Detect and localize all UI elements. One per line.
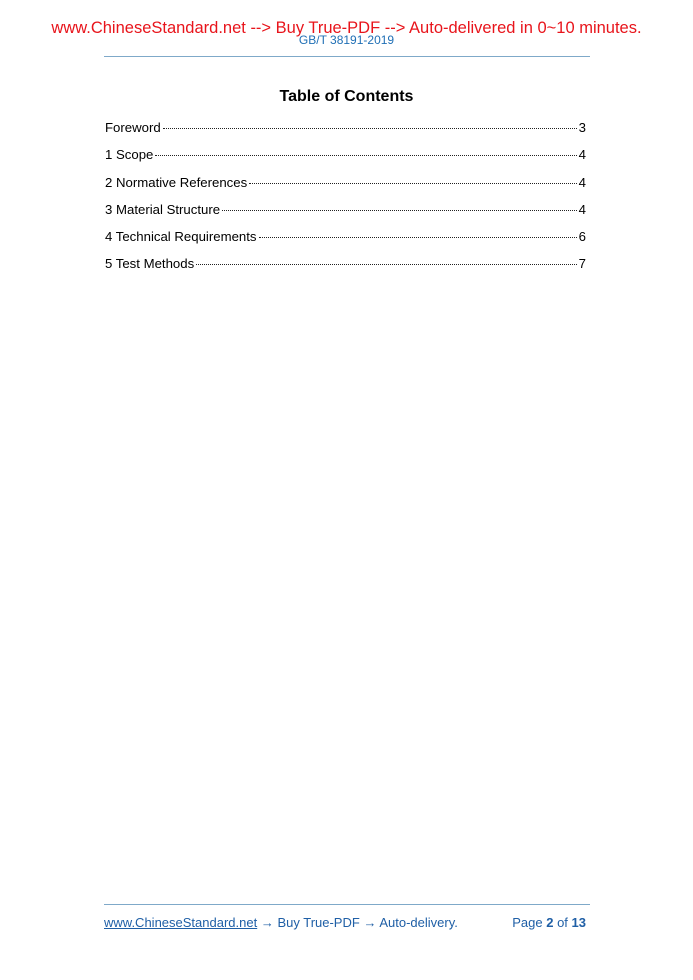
toc-entry-page: 6	[578, 229, 586, 245]
toc-entry-page: 4	[578, 174, 586, 190]
footer-divider	[104, 904, 590, 905]
toc-dot-leader	[249, 183, 576, 184]
toc-entry-page: 3	[578, 120, 586, 135]
toc-entry-label: 1 Scope	[105, 147, 154, 163]
toc-entry-technical-requirements[interactable]	[105, 229, 586, 256]
promo-banner[interactable]: www.ChineseStandard.net --> Buy True-PDF --> Auto-delivered in 0~10 minutes.	[51, 19, 642, 37]
page-number	[512, 915, 586, 931]
footer-buy-text: Buy True-PDF	[277, 915, 360, 930]
toc-dot-leader	[222, 210, 577, 211]
of-word: of	[557, 915, 568, 930]
toc-entry-page: 4	[578, 147, 586, 163]
toc-dot-leader	[155, 155, 576, 156]
toc-dot-leader	[163, 128, 577, 129]
toc-entry-label: Foreword	[105, 120, 161, 135]
toc-entry-label: 4 Technical Requirements	[105, 229, 257, 245]
toc-dot-leader	[196, 264, 576, 265]
page-total: 13	[571, 915, 586, 930]
toc-entry-foreword[interactable]	[105, 120, 586, 147]
toc-entry-page: 4	[578, 201, 586, 217]
footer-promo	[104, 915, 458, 931]
toc-title: Table of Contents	[279, 88, 414, 105]
page-footer	[104, 915, 586, 931]
page-current: 2	[546, 915, 554, 930]
toc-entry-normative-references[interactable]	[105, 175, 586, 202]
toc-entry-material-structure[interactable]	[105, 202, 586, 229]
toc-entry-label: 5 Test Methods	[105, 256, 195, 272]
document-id: GB/T 38191-2019	[298, 33, 395, 47]
toc-entry-page: 7	[578, 256, 586, 272]
toc-entry-label: 3 Material Structure	[105, 201, 221, 217]
footer-delivery-text: Auto-delivery.	[379, 915, 458, 930]
footer-site-link[interactable]: www.ChineseStandard.net	[104, 915, 258, 930]
toc-entry-scope[interactable]	[105, 147, 586, 174]
arrow-icon: →	[260, 915, 274, 930]
page-word: Page	[512, 915, 543, 930]
toc-entry-label: 2 Normative References	[105, 174, 248, 190]
toc-entry-test-methods[interactable]	[105, 256, 586, 283]
table-of-contents	[105, 120, 586, 284]
header-divider	[104, 56, 590, 57]
toc-dot-leader	[259, 237, 577, 238]
arrow-icon: →	[363, 915, 377, 930]
